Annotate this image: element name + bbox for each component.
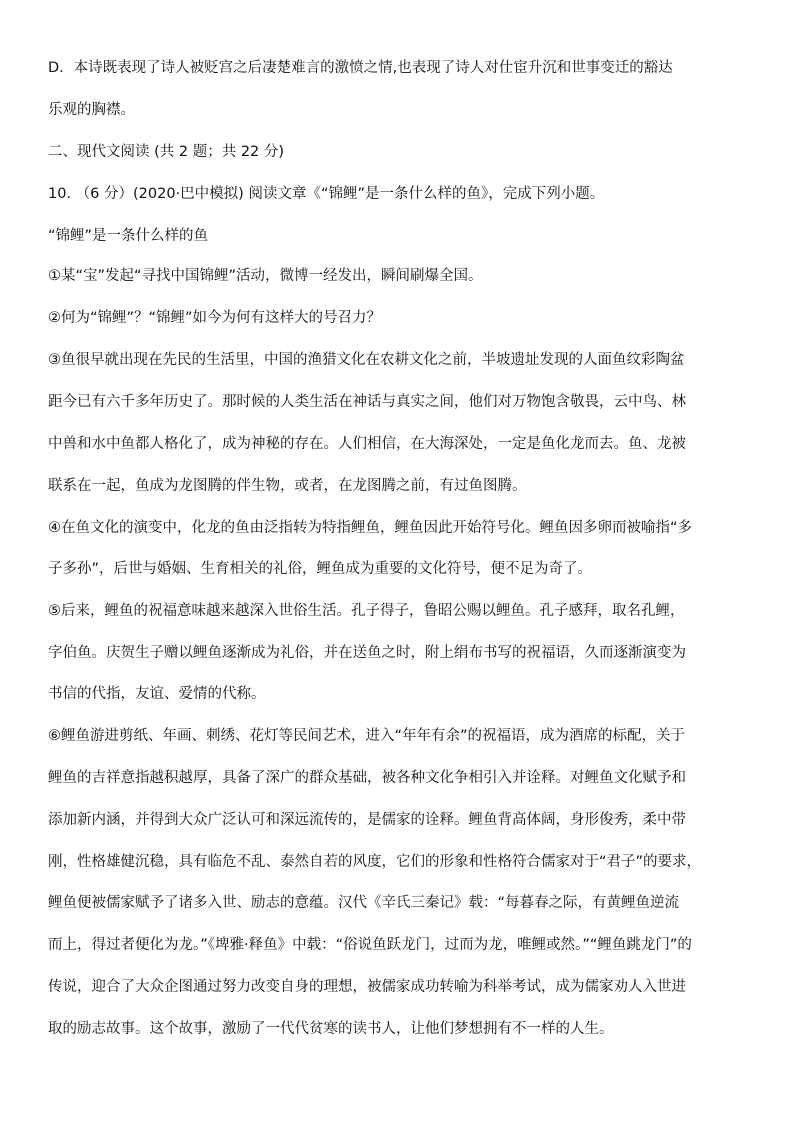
article-line: 中兽和水中鱼都人格化了，成为神秘的存在。人们相信，在大海深处，一定是鱼化龙而去。鱼、龙被 <box>48 436 686 452</box>
article-line: 鲤鱼的吉祥意指越积越厚，具备了深广的群众基础，被各种文化争相引入并诠释。对鲤鱼文化赋予和 <box>48 770 686 786</box>
article-line: 添加新内涵，并得到大众广泛认可和深远流传的，是儒家的诠释。鲤鱼背高体阔，身形俊秀，柔中带 <box>48 812 686 828</box>
question-number: 10. <box>48 186 72 202</box>
article-line: 取的励志故事。这个故事，激励了一代代贫寒的读书人，让他们梦想拥有不一样的人生。 <box>48 1021 614 1037</box>
question-line <box>48 184 748 204</box>
article-line: 鲤鱼便被儒家赋予了诸多入世、励志的意蕴。汉代《辛氏三秦记》载：“每暮春之际，有黄鲤鱼逆流 <box>48 895 680 911</box>
article-line: ③鱼很早就出现在先民的生活里，中国的渔猎文化在农耕文化之前，半坡遗址发现的人面鱼纹彩陶盆 <box>48 352 685 368</box>
article-line: ⑥鲤鱼游进剪纸、年画、刺绣、花灯等民间艺术，进入“年年有余”的祝福语，成为酒席的标配，关于 <box>48 728 686 744</box>
article-title: “锦鲤”是一条什么样的鱼 <box>48 228 209 244</box>
article-line: 刚，性格雄健沉稳，具有临危不乱、泰然自若的风度，它们的形象和性格符合儒家对于“君子”的要求， <box>48 854 702 870</box>
article-line: 联系在一起，鱼成为龙图腾的伴生物，或者，在龙图腾之前，有过鱼图腾。 <box>48 478 527 494</box>
article-line: ②何为“锦鲤”？“锦鲤”如今为何有这样大的号召力？ <box>48 310 382 326</box>
article-line: 子多孙”，后世与婚姻、生育相关的礼俗，鲤鱼成为重要的文化符号，便不足为奇了。 <box>48 561 593 577</box>
article-line: 而上，得过者便化为龙。”《埤雅·释鱼》中载：“俗说鱼跃龙门，过而为龙，唯鲤或然。”“鲤鱼跳龙门”的 <box>48 937 692 953</box>
article-line: ①某“宝”发起“寻找中国锦鲤”活动，微博一经发出，瞬间刷爆全国。 <box>48 268 483 284</box>
article-line: ⑤后来，鲤鱼的祝福意味越来越深入世俗生活。孔子得子，鲁昭公赐以鲤鱼。孔子感拜，取名孔鲤， <box>48 603 685 619</box>
article-line: 距今已有六千多年历史了。那时候的人类生活在神话与真实之间，他们对万物饱含敬畏，云中鸟、林 <box>48 394 686 410</box>
article-line: 书信的代指，友谊、爱情的代称。 <box>48 686 266 702</box>
question-text: （6 分）(2020·巴中模拟) 阅读文章《“锦鲤”是一条什么样的鱼》，完成下列小题。 <box>75 186 605 202</box>
article-line: 传说，迎合了大众企图通过努力改变自身的理想，被儒家成功转喻为科举考试，成为儒家劝人入世进 <box>48 979 686 995</box>
option-d-line-2: 乐观的胸襟。 <box>48 102 135 118</box>
section-heading: 二、现代文阅读 (共 2 题；共 22 分) <box>48 144 285 160</box>
article-line: 字伯鱼。庆贺生子赠以鲤鱼逐渐成为礼俗，并在送鱼之时，附上绢布书写的祝福语，久而逐渐演变为 <box>48 645 686 661</box>
option-d-line-1: D．本诗既表现了诗人被贬宫之后凄楚难言的激愤之情,也表现了诗人对仕宦升沉和世事变迁的豁达 <box>48 60 673 76</box>
article-line: ④在鱼文化的演变中，化龙的鱼由泛指转为特指鲤鱼，鲤鱼因此开始符号化。鲤鱼因多卵而被喻指“多 <box>48 520 693 536</box>
